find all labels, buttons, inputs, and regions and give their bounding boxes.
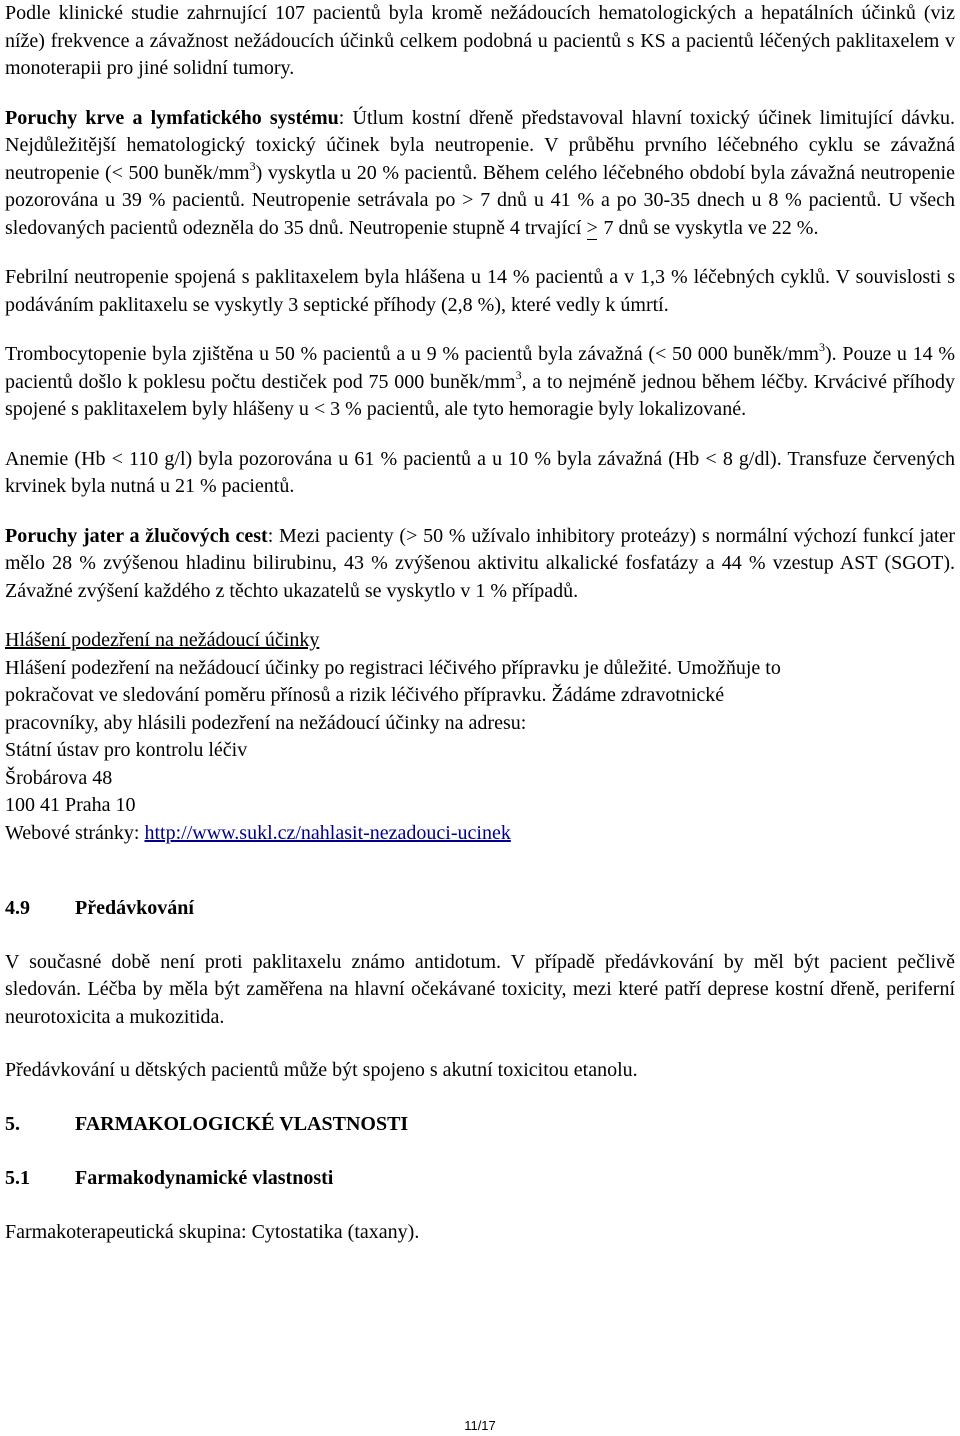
paragraph-ks-study: Podle klinické studie zahrnující 107 pacientů byla kromě nežádoucích hematologických a hepatálních účinků (viz níže) frekvence a závažnost nežádoucích účinků celkem podobná u pacientů s KS a pacientů léčených paklitaxelem v monoterapii pro jiné solidní tumory. (5, 2, 955, 79)
paragraph-thrombocytopenia: Trombocytopenie byla zjištěna u 50 % pacientů a u 9 % pacientů byla závažná (< 50 000 buněk/$mm^3$). Pouze u 14 % pacientů došlo k poklesu počtu destiček pod 75 000 buněk/$mm^3$, a to nejméně jednou během léčby. Krvácivé příhody spojené s paklitaxelem byly hlášeny u < 3 % pacientů, ale tyto hemoragie byly lokalizované. (5, 340, 956, 420)
paragraph-febrile-neutropenia: Febrilní neutropenie spojená s paklitaxelem byla hlášena u 14 % pacientů a v 1,3 % léčebných cyklů. V souvislosti s podáváním paklitaxelu se vyskytly 3 septické příhody (2,8 %), které vedly k úmrtí. (5, 266, 955, 316)
paragraph-overdose-children: Předávkování u dětských pacientů může být spojeno s akutní toxicitou etanolu. (5, 1059, 638, 1081)
page-number: 11/17 (464, 1418, 496, 1433)
document-page (5, 0, 955, 1246)
paragraph-anemia: Anemie (Hb < 110 g/l) byla pozorována u 61 % pacientů a u 10 % byla závažná (Hb < 8 g/dl). Transfuze červených krvinek byla nutná u 21 % pacientů. (5, 447, 955, 497)
agency-name: Státní ústav pro kontrolu léčiv (5, 739, 248, 761)
section-4-9-heading: 4.9 Předávkování (5, 897, 194, 919)
agency-city: 100 41 Praha 10 (5, 794, 136, 816)
reporting-heading: Hlášení podezření na nežádoucí účinky (5, 629, 320, 651)
paragraph-overdose: V současné době není proti paklitaxelu známo antidotum. V případě předávkování by měl být pacient pečlivě sledován. Léčba by měla být zaměřena na hlavní očekávané toxicity, mezi které patří deprese kostní dřeně, periferní neurotoxicita a mukozitida. (5, 950, 955, 1028)
paragraph-liver-disorders: Poruchy jater a žlučových cest: Mezi pacienty (> 50 % užívalo inhibitory proteázy) s normální výchozí funkcí jater mělo 28 % zvýšenou hladinu bilirubinu, 43 % zvýšenou aktivitu alkalické fosfatázy a 44 % vzestup AST (SGOT). Závažné zvýšení každého z těchto ukazatelů se vyskytlo v 1 % případů. (5, 524, 955, 602)
blood-disorders-title: Poruchy krve a lymfatického systému (5, 106, 339, 129)
paragraph-pharmacotherapeutic-group: Farmakoterapeutická skupina: Cytostatika (taxany). (5, 1220, 420, 1243)
adverse-reporting-block: Hlášení podezření na nežádoucí účinky Hlášení podezření na nežádoucí účinky po registraci léčivého přípravku je důležité. Umožňuje to pokračovat ve sledování poměru přínosů a rizik léčivého přípravku. Žádáme zdravotnické pracovníky, aby hlásili podezření na nežádoucí účinky na adresu: Státní ústav pro kontrolu léčiv Šrobárova 48 100 41 Praha 10 Webové stránky: http://www.sukl.cz/nahlasit-nezadouci-ucinek (5, 627, 955, 847)
agency-street: Šrobárova 48 (5, 766, 113, 789)
section-5-heading: 5. FARMAKOLOGICKÉ VLASTNOSTI (5, 1112, 409, 1135)
paragraph-blood-disorders: Poruchy krve a lymfatického systému: Útlum kostní dřeně představoval hlavní toxický účinek limitující dávku. Nejdůležitější hematologický toxický účinek byla neutropenie. V průběhu prvního léčebného cyklu se závažná neutropenie (< 500 buněk/$mm^3$) vyskytla u 20 % pacientů. Během celého léčebného období byla závažná neutropenie pozorována u 39 % pacientů. Neutropenie setrávala po > 7 dnů u 41 % a po 30-35 dnech u 8 % pacientů. U všech sledovaných pacientů odezněla do 35 dnů. Neutropenie stupně 4 trvající > 7 dnů se vyskytla ve 22 %. (5, 105, 955, 243)
sukl-website-link[interactable]: http://www.sukl.cz/nahlasit-nezadouci-ucinek (144, 821, 511, 844)
greater-equal-symbol (586, 215, 598, 243)
section-5-1-heading: 5.1 Farmakodynamické vlastnosti (5, 1167, 334, 1189)
liver-disorders-title: Poruchy jater a žlučových cest (5, 524, 268, 547)
